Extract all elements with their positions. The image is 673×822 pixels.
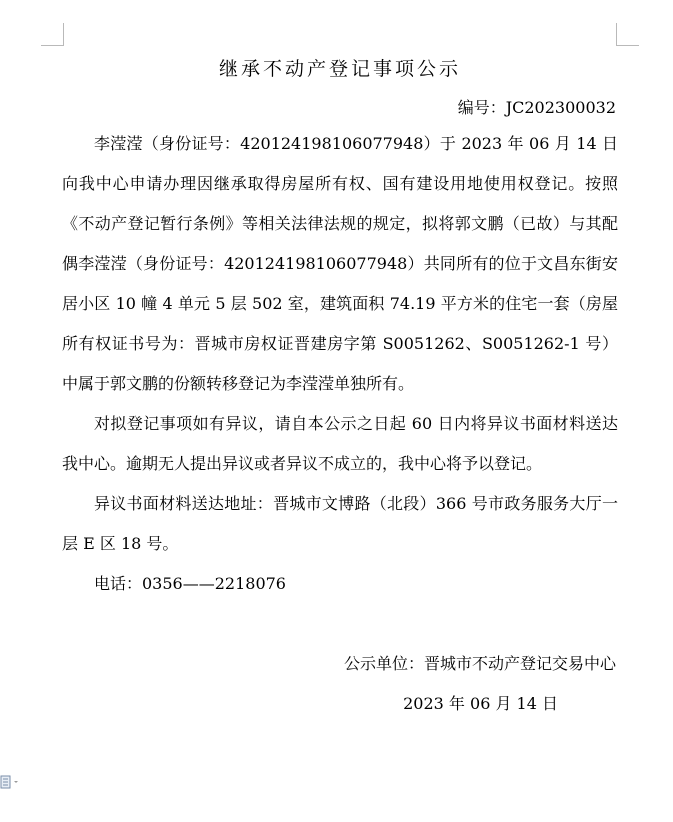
document-title: 继承不动产登记事项公示	[218, 58, 461, 80]
page-corner-marker-top-right	[616, 23, 639, 46]
page-corner-marker-top-left	[41, 23, 64, 46]
notice-paragraph-3: 异议书面材料送达地址：晋城市文博路（北段）366 号市政务服务大厅一层 E 区 18 号。	[62, 494, 618, 553]
notice-paragraph-2: 对拟登记事项如有异议，请自本公示之日起 60 日内将异议书面材料送达我中心。逾期无人提出异议或者异议不成立的，我中心将予以登记。	[62, 414, 618, 473]
signature-block	[62, 644, 618, 724]
document-page	[62, 52, 618, 724]
notice-paragraph-1: 李滢滢（身份证号：420124198106077948）于 2023 年 06 月 14 日向我中心申请办理因继承取得房屋所有权、国有建设用地使用权登记。按照《不动产登记暂行条例》等相关法律法规的规定，拟将郭文鹏（已故）与其配偶李滢滢（身份证号：420124198106077948）共同所有的位于文昌东街安居小区 10 幢 4 单元 5 层 502 室，建筑面积 74.19 平方米的住宅一套（房屋所有权证书号为：晋城市房权证晋建房字第 S0051262、S0051262-1 号）中属于郭文鹏的份额转移登记为李滢滢单独所有。	[62, 134, 618, 393]
notice-paragraph-4: 电话：0356——2218076	[94, 574, 286, 593]
issue-date: 2023 年 06 月 14 日	[403, 694, 558, 713]
document-number: 编号：JC202300032	[457, 98, 616, 117]
document-icon[interactable]	[0, 775, 22, 791]
issuer-line: 公示单位：晋城市不动产登记交易中心	[343, 654, 616, 673]
